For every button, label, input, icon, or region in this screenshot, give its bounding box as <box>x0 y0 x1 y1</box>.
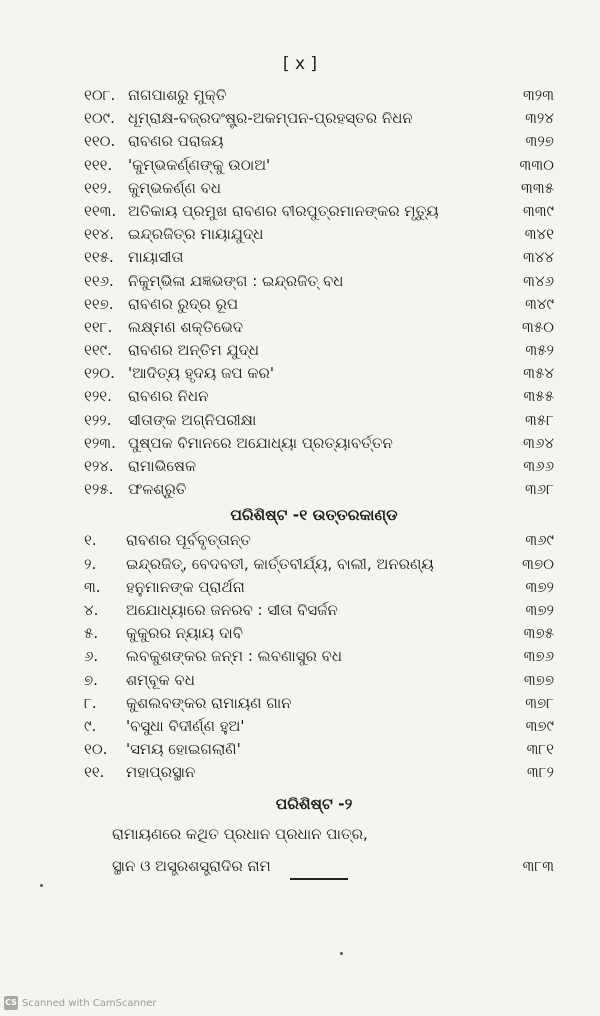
entry-title: ଇନ୍ଦ୍ରଜିତ୍‌ର ମାୟାଯୁଦ୍ଧ <box>128 225 264 244</box>
entry-title: 'ଆଦିତ୍ୟ ହୃଦୟ ଜପ କର' <box>128 364 274 383</box>
entry-number: ୧୧୪. <box>84 225 115 244</box>
appendix2-text-2: ସ୍ଥାନ ଓ ଅସ୍ତ୍ରଶସ୍ତ୍ରାଦିର ନାମ <box>112 857 271 876</box>
toc-row <box>0 622 600 645</box>
entry-number: ୩. <box>84 577 101 596</box>
toc-row <box>0 553 600 576</box>
toc-row <box>0 223 600 246</box>
toc-row <box>0 576 600 599</box>
entry-page: ୩୨୩ <box>522 86 554 104</box>
scanner-watermark <box>4 996 157 1010</box>
entry-page: ୩୩୯ <box>522 201 554 220</box>
entry-title: ଧୂମ୍ରାକ୍ଷ-ବଜ୍ରଦଂଷ୍ଟ୍ର-ଅକମ୍ପନ-ପ୍ରହସ୍ତର ନିଧନ <box>128 109 413 128</box>
entry-title: ଲବକୁଶଙ୍କର ଜନ୍ମ : ଲବଣାସୁର ବଧ <box>126 647 343 666</box>
speck <box>40 884 43 887</box>
entry-number: ୧୧୯. <box>84 341 112 360</box>
toc-row <box>0 409 600 432</box>
page-number: [ x ] <box>282 54 318 74</box>
toc-row <box>0 529 600 552</box>
entry-title: ରାମାଭିଷେକ <box>128 457 197 475</box>
entry-title: ମାୟାସୀତା <box>128 248 184 267</box>
entry-number: ୧୨୧. <box>84 387 112 406</box>
camscanner-logo-icon: CS <box>4 996 18 1010</box>
entry-title: ରାବଣର ଅନ୍ତିମ ଯୁଦ୍ଧ <box>128 341 260 360</box>
toc-row <box>0 362 600 385</box>
entry-number: ୧. <box>84 531 97 550</box>
entry-number: ୧୧୧. <box>84 155 113 174</box>
toc-row <box>0 200 600 223</box>
watermark-text: Scanned with CamScanner <box>22 997 157 1009</box>
entry-title: ଲକ୍ଷ୍ମଣ ଶକ୍ତିଭେଦ <box>128 317 244 336</box>
entry-page: ୩୪୯ <box>525 294 554 313</box>
entry-number: ୯. <box>84 716 97 735</box>
entry-page: ୩୬୪ <box>523 433 554 452</box>
entry-title: କୁଶଲବଙ୍କର ରାମାୟଣ ଗାନ <box>126 693 292 712</box>
entry-page: ୩୬୮ <box>524 480 554 499</box>
entry-number: ୧୧୬. <box>84 271 114 290</box>
entry-title: ଅତିକାୟ ପ୍ରମୁଖ ରାବଣର ବୀରପୁତ୍ରମାନଙ୍କର ମୃତ୍ୟୁ <box>128 201 439 220</box>
end-rule <box>290 878 348 880</box>
entry-number: ୧୦୮. <box>84 86 116 104</box>
entry-number: ୧୧୫. <box>84 248 114 267</box>
entry-number: ୫. <box>84 624 99 643</box>
appendix2-line-1 <box>0 818 600 850</box>
entry-number: ୧୧୮. <box>84 317 113 336</box>
entry-page: ୩୭୨ <box>525 577 554 596</box>
toc-row <box>0 478 600 501</box>
entry-page: ୩୪୪ <box>522 248 554 267</box>
toc-row <box>0 293 600 316</box>
entry-number: ୧୨୪. <box>84 457 114 475</box>
appendix1-entries <box>0 529 600 784</box>
entry-number: ୧୦. <box>84 740 108 759</box>
entry-title: ମହାପ୍ରସ୍ଥାନ <box>126 763 196 782</box>
entry-title: 'ସମୟ ହୋଇଗଲାଣି' <box>126 740 241 759</box>
entry-title: ନିକୁମ୍ଭିଳା ଯଜ୍ଞଭଙ୍ଗ : ଇନ୍ଦ୍ରଜିତ୍ ବଧ <box>128 271 344 290</box>
entry-page: ୩୨୪ <box>525 109 554 128</box>
toc-row <box>0 339 600 362</box>
entry-title: 'କୁମ୍ଭକର୍ଣ୍ଣଙ୍କୁ ଉଠାଅ' <box>128 155 271 174</box>
table-of-contents <box>0 84 600 882</box>
speck <box>340 952 343 955</box>
entry-title: 'ବସୁଧା ବିଦୀର୍ଣ୍ଣ ହୁଅ' <box>126 716 245 735</box>
entry-page: ୩୮୨ <box>526 763 554 782</box>
entry-page: ୩୪୬ <box>523 271 554 290</box>
toc-row <box>0 385 600 408</box>
entry-page: ୩୫୫ <box>523 387 554 406</box>
entry-number: ୪. <box>84 600 99 619</box>
entry-number: ୧୨୩. <box>84 433 116 452</box>
entry-title: ରାବଣର ପରାଜୟ <box>128 132 224 151</box>
toc-row <box>0 107 600 130</box>
entry-page: ୩୮୧ <box>526 740 554 759</box>
entry-number: ୮. <box>84 693 97 712</box>
appendix2-text-1: ରାମାୟଣରେ କଥିତ ପ୍ରଧାନ ପ୍ରଧାନ ପାତ୍ର, <box>112 825 368 844</box>
entry-title: ଫଳଶ୍ରୁତି <box>128 480 187 499</box>
entry-page: ୩୬୯ <box>525 531 554 550</box>
toc-row <box>0 270 600 293</box>
entry-title: ରାବଣର ପୂର୍ବବୃତ୍ତାନ୍ତ <box>126 531 251 550</box>
entry-number: ୧୧. <box>84 763 105 782</box>
toc-row <box>0 692 600 715</box>
toc-row <box>0 84 600 107</box>
entry-number: ୭. <box>84 670 98 689</box>
toc-row <box>0 154 600 177</box>
entry-page: ୩୨୭ <box>525 132 554 151</box>
entry-page: ୩୭୫ <box>523 624 554 643</box>
toc-row <box>0 669 600 692</box>
entry-page: ୩୫୨ <box>525 341 554 360</box>
entry-page: ୩୩୫ <box>521 178 554 197</box>
entry-page: ୩୪୧ <box>524 225 554 244</box>
entry-page: ୩୭୬ <box>523 647 554 666</box>
entry-page: ୩୭୦ <box>522 554 554 573</box>
entry-title: ଅଯୋଧ୍ୟାରେ ଜନରବ : ସୀତା ବିସର୍ଜନ <box>126 600 338 619</box>
appendix2-page: ୩୮୩ <box>522 857 554 876</box>
entry-title: ହନୁମାନଙ୍କ ପ୍ରାର୍ଥନା <box>126 577 245 596</box>
entry-number: ୨. <box>84 554 97 573</box>
entry-title: ପୁଷ୍ପକ ବିମାନରେ ଅଯୋଧ୍ୟା ପ୍ରତ୍ୟାବର୍ତ୍ତନ <box>128 433 393 452</box>
entry-title: ଇନ୍ଦ୍ରଜିତ୍, ବେଦବତୀ, କାର୍ତ୍ତବୀର୍ଯ୍ୟ, ବାଲୀ, ଅନରଣ୍ୟ <box>126 554 434 573</box>
entry-page: ୩୫୮ <box>525 410 554 429</box>
entry-number: ୧୧୨. <box>84 178 112 197</box>
appendix1-heading: ପରିଶିଷ୍ଟ -୧ ଉତ୍ତରକାଣ୍ଡ <box>230 506 398 525</box>
entry-number: ୧୧୭. <box>84 294 114 313</box>
entry-page: ୩୭୨ <box>525 600 554 619</box>
entry-page: ୩୫୪ <box>523 364 554 383</box>
toc-row <box>0 645 600 668</box>
toc-row <box>0 246 600 269</box>
entry-page: ୩୫୦ <box>521 317 554 336</box>
entry-title: ରାବଣର ରୁଦ୍ର ରୂପ <box>128 294 239 313</box>
toc-row <box>0 455 600 478</box>
entry-title: କୁମ୍ଭକର୍ଣ୍ଣ ବଧ <box>128 178 222 197</box>
entry-title: କୁକୁରର ନ୍ୟାୟ ଦାବି <box>126 624 243 643</box>
toc-row <box>0 738 600 761</box>
entry-title: ରାବଣର ନିଧନ <box>128 387 209 406</box>
entry-number: ୧୨୫. <box>84 480 114 499</box>
toc-row <box>0 316 600 339</box>
entry-page: ୩୭୯ <box>525 716 554 735</box>
entry-number: ୧୦୯. <box>84 109 115 128</box>
entry-number: ୧୨୨. <box>84 410 112 429</box>
entry-number: ୧୧୩. <box>84 201 117 220</box>
toc-row <box>0 761 600 784</box>
entry-number: ୬. <box>84 647 99 666</box>
toc-row <box>0 599 600 622</box>
toc-row <box>0 177 600 200</box>
entry-number: ୧୧୦. <box>84 132 116 151</box>
appendix2-heading: ପରିଶିଷ୍ଟ -୨ <box>275 795 353 814</box>
toc-row <box>0 715 600 738</box>
entry-page: ୩୭୭ <box>523 670 554 689</box>
toc-row <box>0 130 600 153</box>
entry-number: ୧୨୦. <box>84 364 115 383</box>
entry-title: ଶମ୍ବୂକ ବଧ <box>126 670 195 689</box>
main-entries <box>0 84 600 501</box>
entry-page: ୩୭୮ <box>525 693 554 712</box>
entry-page: ୩୬୬ <box>523 457 554 475</box>
entry-title: ସୀତାଙ୍କ ଅଗ୍ନିପରୀକ୍ଷା <box>128 410 257 429</box>
entry-page: ୩୩୦ <box>519 155 554 174</box>
toc-row <box>0 432 600 455</box>
entry-title: ନାଗପାଶରୁ ମୁକ୍ତି <box>128 86 227 104</box>
